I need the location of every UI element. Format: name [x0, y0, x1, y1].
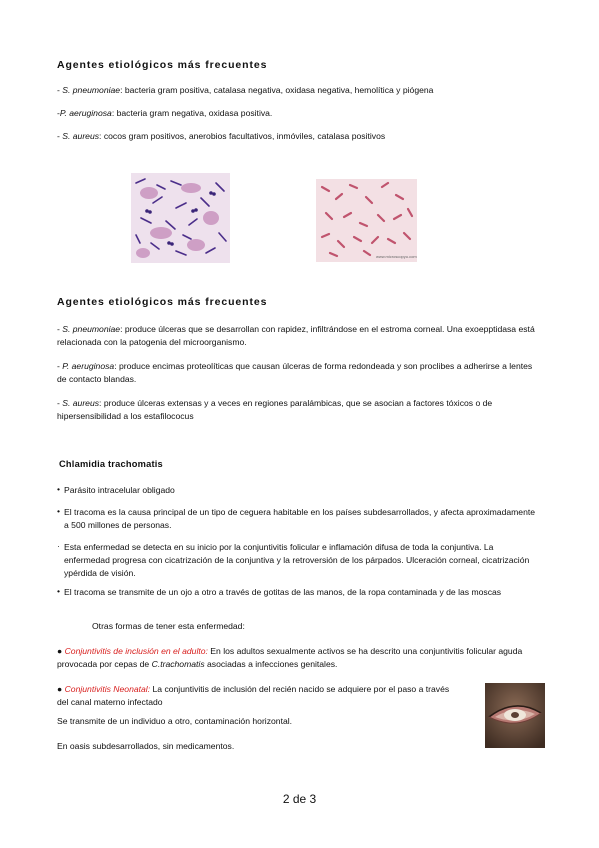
- bullet-icon: ·: [57, 541, 60, 551]
- neonatal-conjunctivitis-item: ● Conjuntivitis Neonatal: La conjuntivitis de inclusión del recién nacido se adquiere por el paso a través del canal materno infectado: [57, 684, 450, 707]
- other-forms-heading: Otras formas de tener esta enfermedad:: [92, 621, 245, 631]
- bullet-icon: •: [57, 484, 61, 494]
- section2-title: Agentes etiológicos más frecuentes: [57, 296, 268, 308]
- oasis-text: En oasis subdesarrollados, sin medicamentos.: [57, 741, 235, 751]
- micrograph-caption: www.microscopyu.com: [376, 254, 417, 259]
- list-item: · Esta enfermedad se detecta en su inicio por la conjuntivitis folicular e inflamación difusa de toda la conjuntiva. La enfermedad progresa con cicatrización de la conjuntiva y la retroversión de los párpados. Ulceración corneal, cicatrización ypérdida de visión.: [57, 541, 530, 578]
- pseudomonas-micrograph: [316, 179, 417, 262]
- list-item: - S. pneumoniae: bacteria gram positiva, catalasa negativa, oxidasa negativa, hemolítica y piógena: [57, 85, 434, 95]
- section3-title: Chlamidia trachomatis: [59, 459, 163, 469]
- adult-conjunctivitis-item: ● Conjuntivitis de inclusión en el adulto: En los adultos sexualmente activos se ha descrito una conjuntivitis folicular aguda provocada por cepas de C.trachomatis asociadas a infecciones genitales.: [57, 646, 523, 669]
- bullet-icon: •: [57, 586, 61, 596]
- gram-stain-micrograph: [131, 173, 230, 263]
- section1-title: Agentes etiológicos más frecuentes: [57, 59, 268, 71]
- list-item: -P. aeruginosa: bacteria gram negativa, oxidasa positiva.: [57, 108, 273, 118]
- list-item: • El tracoma es la causa principal de un tipo de ceguera habitable en los países subdesarrollados, y afecta aproximadamente a 500 millones de personas.: [57, 506, 536, 530]
- list-item: • El tracoma se transmite de un ojo a otro a través de gotitas de las manos, de la ropa contaminada y de las moscas: [57, 586, 502, 597]
- list-item: - P. aeruginosa: produce encimas proteolíticas que causan úlceras de forma redondeada y son proclibes a adherirse a lentes de contacto blandas.: [57, 361, 533, 384]
- bullet-icon: •: [57, 506, 61, 516]
- transmission-text: Se transmite de un individuo a otro, contaminación horizontal.: [57, 716, 293, 726]
- list-item: - S. aureus: cocos gram positivos, anerobios facultativos, inmóviles, catalasa positivos: [57, 131, 386, 141]
- eye-conjunctivitis-photo: [485, 683, 545, 748]
- page-number: 2 de 3: [282, 792, 317, 806]
- list-item: • Parásito intracelular obligado: [57, 484, 175, 495]
- list-item: - S. aureus: produce úlceras extensas y a veces en regiones paralámbicas, que se asocian a factores tóxicos o de hipersensibilidad a los estafilococus: [57, 398, 493, 421]
- list-item: - S. pneumoniae: produce úlceras que se desarrollan con rapidez, infiltrándose en el estroma corneal. Una exoepptidasa está relacionada con la patogenia del microorganismo.: [57, 324, 535, 347]
- bullet-icon: ●: [57, 684, 63, 694]
- bullet-icon: ●: [57, 646, 63, 656]
